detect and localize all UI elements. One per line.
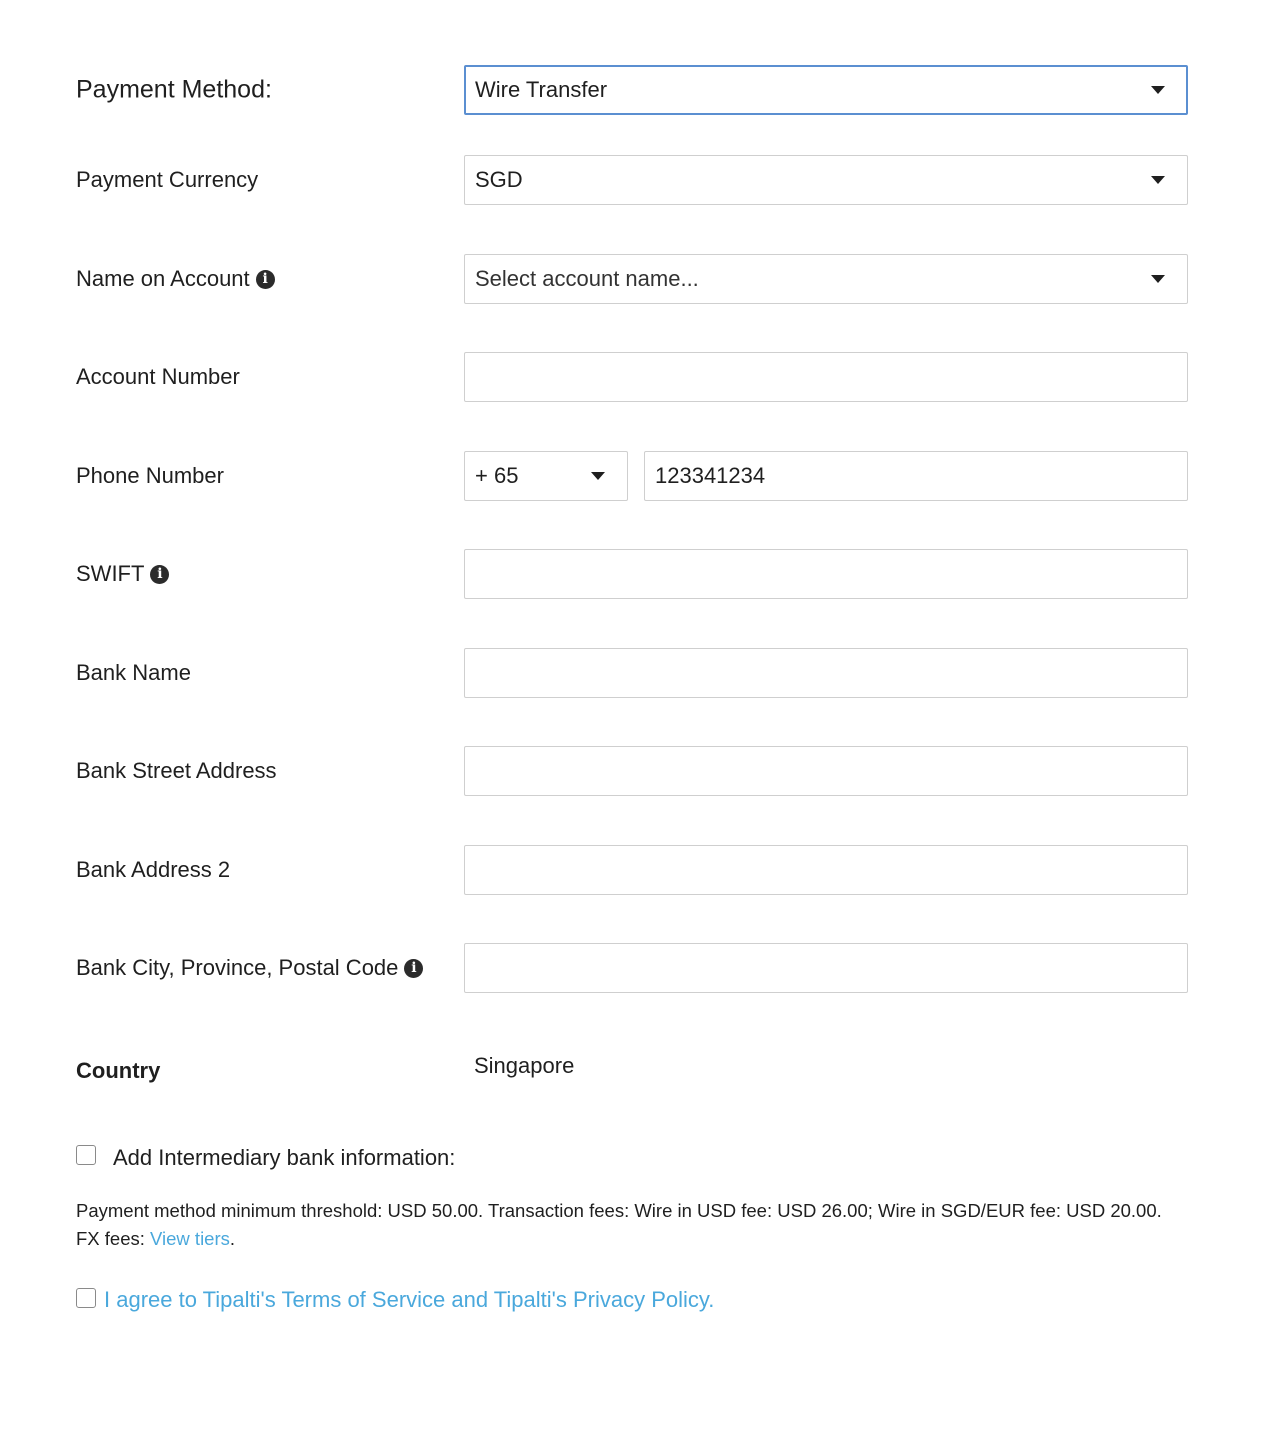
phone-number-label: Phone Number xyxy=(76,463,224,488)
phone-number-input[interactable] xyxy=(644,451,1188,501)
chevron-down-icon xyxy=(1151,176,1165,184)
row-payment-currency xyxy=(0,155,1262,205)
row-account-number xyxy=(0,352,1262,402)
phone-code-value: + 65 xyxy=(475,463,519,488)
payment-currency-value: SGD xyxy=(475,167,523,192)
row-country xyxy=(0,1046,1262,1096)
swift-input[interactable] xyxy=(464,549,1188,599)
bank-city-label-wrap xyxy=(76,955,423,981)
info-icon[interactable]: i xyxy=(150,565,169,584)
fees-text xyxy=(76,1197,1186,1253)
payment-currency-label: Payment Currency xyxy=(76,167,259,192)
bank-name-input[interactable] xyxy=(464,648,1188,698)
phone-code-select[interactable] xyxy=(464,451,628,501)
payment-currency-select[interactable] xyxy=(464,155,1188,205)
fees-text-body: Payment method minimum threshold: USD 50.00. Transaction fees: Wire in USD fee: USD 26.00; Wire in SGD/EUR fee: USD 20.00. FX fees: xyxy=(76,1200,1162,1249)
bank-city-label: Bank City, Province, Postal Code xyxy=(76,955,399,980)
bank-address-2-input[interactable] xyxy=(464,845,1188,895)
info-icon[interactable]: i xyxy=(404,959,423,978)
row-bank-address-2 xyxy=(0,845,1262,895)
bank-street-address-label: Bank Street Address xyxy=(76,758,277,783)
bank-street-address-input[interactable] xyxy=(464,746,1188,796)
row-phone-number xyxy=(0,451,1262,501)
bank-address-2-label: Bank Address 2 xyxy=(76,857,231,882)
row-payment-method xyxy=(0,65,1262,115)
name-on-account-label-wrap xyxy=(76,266,275,292)
swift-label-wrap xyxy=(76,561,169,587)
account-number-input[interactable] xyxy=(464,352,1188,402)
row-bank-city xyxy=(0,943,1262,993)
payment-method-label: Payment Method: xyxy=(76,75,272,104)
swift-label: SWIFT xyxy=(76,561,145,586)
agree-checkbox[interactable] xyxy=(76,1288,96,1308)
view-tiers-link[interactable]: View tiers xyxy=(150,1228,230,1249)
name-on-account-label: Name on Account xyxy=(76,266,250,291)
bank-name-label: Bank Name xyxy=(76,660,191,685)
row-bank-name xyxy=(0,648,1262,698)
row-name-on-account xyxy=(0,254,1262,304)
payment-method-value: Wire Transfer xyxy=(475,77,608,102)
info-icon[interactable]: i xyxy=(256,270,275,289)
country-label: Country xyxy=(76,1058,161,1083)
row-bank-street-address xyxy=(0,746,1262,796)
intermediary-label[interactable]: Add Intermediary bank information: xyxy=(113,1145,456,1170)
chevron-down-icon xyxy=(1151,86,1165,94)
chevron-down-icon xyxy=(1151,275,1165,283)
chevron-down-icon xyxy=(591,472,605,480)
name-on-account-select[interactable] xyxy=(464,254,1188,304)
payment-method-select[interactable] xyxy=(464,65,1188,115)
fees-text-end: . xyxy=(229,1228,236,1249)
intermediary-checkbox[interactable] xyxy=(76,1145,96,1165)
name-on-account-placeholder: Select account name... xyxy=(475,266,699,291)
account-number-label: Account Number xyxy=(76,364,240,389)
country-value: Singapore xyxy=(474,1053,575,1078)
agree-terms-link[interactable]: I agree to Tipalti's Terms of Service and Tipalti's Privacy Policy. xyxy=(104,1287,715,1312)
bank-city-input[interactable] xyxy=(464,943,1188,993)
row-swift xyxy=(0,549,1262,599)
